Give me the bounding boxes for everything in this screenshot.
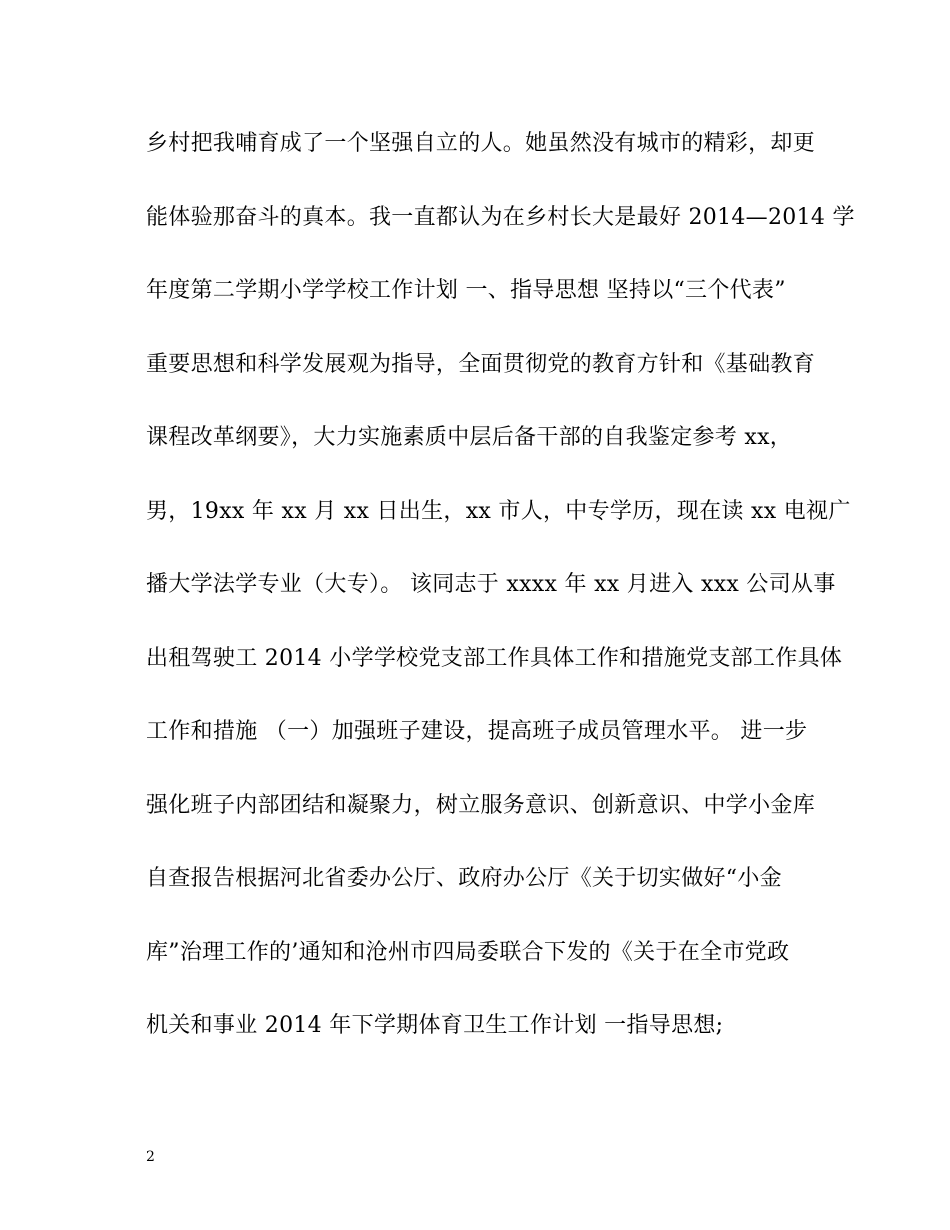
text-line-12: 库”治理工作的’通知和沧州市四局委联合下发的《关于在全市党政: [146, 939, 790, 965]
text-line-2: 能体验那奋斗的真本。我一直都认为在乡村长大是最好 2014—2014 学: [146, 204, 855, 230]
page-number: 2: [146, 1149, 155, 1165]
body-text: [146, 124, 855, 1080]
text-line-13: 机关和事业 2014 年下学期体育卫生工作计划 一指导思想;: [146, 1013, 724, 1038]
text-line-4: 重要思想和科学发展观为指导，全面贯彻党的教育方针和《基础教育: [146, 351, 816, 377]
text-line-11: 自查报告根据河北省委办公厅、政府办公厅《关于切实做好“小金: [146, 866, 782, 891]
text-line-1: 乡村把我哺育成了一个坚强自立的人。她虽然没有城市的精彩，却更: [146, 131, 816, 156]
text-line-3: 年度第二学期小学学校工作计划 一、指导思想 坚持以“三个代表”: [146, 278, 786, 303]
text-line-7: 播大学法学专业（大专）。 该同志于 xxxx 年 xx 月进入 xxx 公司从事: [146, 572, 836, 597]
text-line-6: 男，19xx 年 xx 月 xx 日出生，xx 市人，中专学历，现在读 xx 电视广: [146, 498, 851, 524]
text-line-10: 强化班子内部团结和凝聚力，树立服务意识、创新意识、中学小金库: [146, 792, 816, 818]
text-line-9: 工作和措施 （一）加强班子建设，提高班子成员管理水平。 进一步: [146, 719, 808, 744]
text-line-8: 出租驾驶工 2014 小学学校党支部工作具体工作和措施党支部工作具体: [146, 645, 843, 671]
text-line-5: 课程改革纲要》，大力实施素质中层后备干部的自我鉴定参考 xx，: [146, 425, 793, 450]
